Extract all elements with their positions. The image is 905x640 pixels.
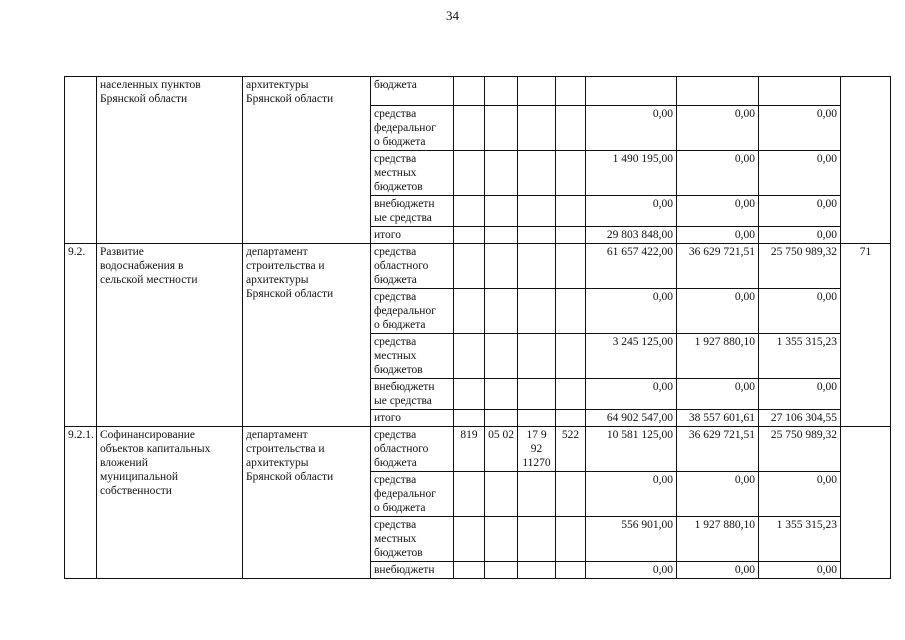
amount-cell: 0,00 [677,379,759,410]
amount-cell: 1 927 880,10 [677,334,759,379]
amount-cell: 29 803 848,00 [586,227,677,244]
code-cell [485,244,518,289]
activity-name-cell: населенных пунктов Брянской области [97,77,243,244]
amount-cell [759,77,841,106]
row-number-cell [65,77,97,244]
code-cell [485,227,518,244]
amount-cell: 25 750 989,32 [759,427,841,472]
indicator-cell: 71 [841,244,891,427]
code-cell [485,151,518,196]
indicator-cell [841,77,891,244]
row-number-cell: 9.2. [65,244,97,427]
code-cell [485,562,518,579]
funding-source-cell: средства областного бюджета [371,244,454,289]
funding-source-cell: итого [371,410,454,427]
amount-cell: 1 355 315,23 [759,334,841,379]
code-cell [454,196,485,227]
amount-cell: 1 490 195,00 [586,151,677,196]
code-cell [485,77,518,106]
amount-cell: 0,00 [677,106,759,151]
code-cell [454,562,485,579]
code-cell [454,244,485,289]
code-cell [485,379,518,410]
amount-cell: 36 629 721,51 [677,244,759,289]
table-row [65,77,891,106]
amount-cell [677,77,759,106]
funding-source-cell: внебюджетн ые средства [371,379,454,410]
amount-cell: 0,00 [759,106,841,151]
amount-cell: 1 355 315,23 [759,517,841,562]
code-cell [454,151,485,196]
code-cell [485,106,518,151]
amount-cell: 0,00 [586,379,677,410]
amount-cell: 25 750 989,32 [759,244,841,289]
code-cell [556,196,586,227]
table-row [65,427,891,472]
code-cell [518,196,556,227]
amount-cell: 0,00 [759,227,841,244]
code-cell [454,410,485,427]
code-cell [518,289,556,334]
code-cell [518,379,556,410]
code-cell [454,379,485,410]
amount-cell: 64 902 547,00 [586,410,677,427]
amount-cell: 0,00 [586,289,677,334]
amount-cell: 36 629 721,51 [677,427,759,472]
code-cell [556,410,586,427]
code-cell [556,244,586,289]
code-cell [454,472,485,517]
code-cell [485,472,518,517]
funding-source-cell: средства федеральног о бюджета [371,472,454,517]
code-cell [556,289,586,334]
amount-cell: 1 927 880,10 [677,517,759,562]
code-cell [518,106,556,151]
code-cell [454,106,485,151]
code-cell [485,517,518,562]
code-cell: 05 02 [485,427,518,472]
amount-cell: 27 106 304,55 [759,410,841,427]
funding-source-cell: средства федеральног о бюджета [371,106,454,151]
code-cell [556,517,586,562]
funding-source-cell: средства местных бюджетов [371,517,454,562]
amount-cell: 3 245 125,00 [586,334,677,379]
code-cell [556,77,586,106]
amount-cell: 0,00 [759,289,841,334]
row-number-cell: 9.2.1. [65,427,97,579]
amount-cell: 0,00 [586,106,677,151]
code-cell [518,410,556,427]
amount-cell: 0,00 [759,562,841,579]
code-cell: 17 9 92 11270 [518,427,556,472]
code-cell [556,151,586,196]
code-cell [518,517,556,562]
funding-source-cell: средства местных бюджетов [371,151,454,196]
amount-cell: 0,00 [586,196,677,227]
amount-cell: 0,00 [677,289,759,334]
code-cell [518,227,556,244]
amount-cell: 556 901,00 [586,517,677,562]
amount-cell: 0,00 [677,196,759,227]
code-cell [518,151,556,196]
code-cell [556,227,586,244]
amount-cell: 0,00 [759,379,841,410]
funding-source-cell: бюджета [371,77,454,106]
page-number: 34 [446,8,459,23]
table-row [65,244,891,289]
indicator-cell [841,427,891,579]
funding-source-cell: средства федеральног о бюджета [371,289,454,334]
code-cell [454,77,485,106]
code-cell [556,562,586,579]
code-cell [518,334,556,379]
code-cell [485,410,518,427]
amount-cell: 0,00 [759,196,841,227]
code-cell [556,106,586,151]
amount-cell: 0,00 [759,151,841,196]
amount-cell: 0,00 [586,562,677,579]
amount-cell: 10 581 125,00 [586,427,677,472]
code-cell: 522 [556,427,586,472]
amount-cell: 0,00 [586,472,677,517]
amount-cell: 38 557 601,61 [677,410,759,427]
executor-cell: архитектуры Брянской области [243,77,371,244]
code-cell [518,77,556,106]
code-cell [485,334,518,379]
funding-source-cell: средства местных бюджетов [371,334,454,379]
code-cell [454,517,485,562]
code-cell [556,334,586,379]
amount-cell: 61 657 422,00 [586,244,677,289]
amount-cell: 0,00 [677,472,759,517]
amount-cell: 0,00 [677,562,759,579]
code-cell [454,289,485,334]
funding-source-cell: внебюджетн ые средства [371,196,454,227]
code-cell [556,472,586,517]
funding-source-cell: средства областного бюджета [371,427,454,472]
amount-cell: 0,00 [677,227,759,244]
code-cell [518,472,556,517]
executor-cell: департамент строительства и архитектуры Брянской области [243,427,371,579]
code-cell [556,379,586,410]
amount-cell [586,77,677,106]
budget-table [64,76,891,579]
code-cell [518,562,556,579]
executor-cell: департамент строительства и архитектуры Брянской области [243,244,371,427]
amount-cell: 0,00 [677,151,759,196]
code-cell [485,196,518,227]
code-cell [485,289,518,334]
code-cell [518,244,556,289]
funding-source-cell: внебюджетн [371,562,454,579]
code-cell [454,334,485,379]
code-cell [454,227,485,244]
activity-name-cell: Развитие водоснабжения в сельской местности [97,244,243,427]
activity-name-cell: Софинансирование объектов капитальных вложений муниципальной собственности [97,427,243,579]
code-cell: 819 [454,427,485,472]
amount-cell: 0,00 [759,472,841,517]
funding-source-cell: итого [371,227,454,244]
